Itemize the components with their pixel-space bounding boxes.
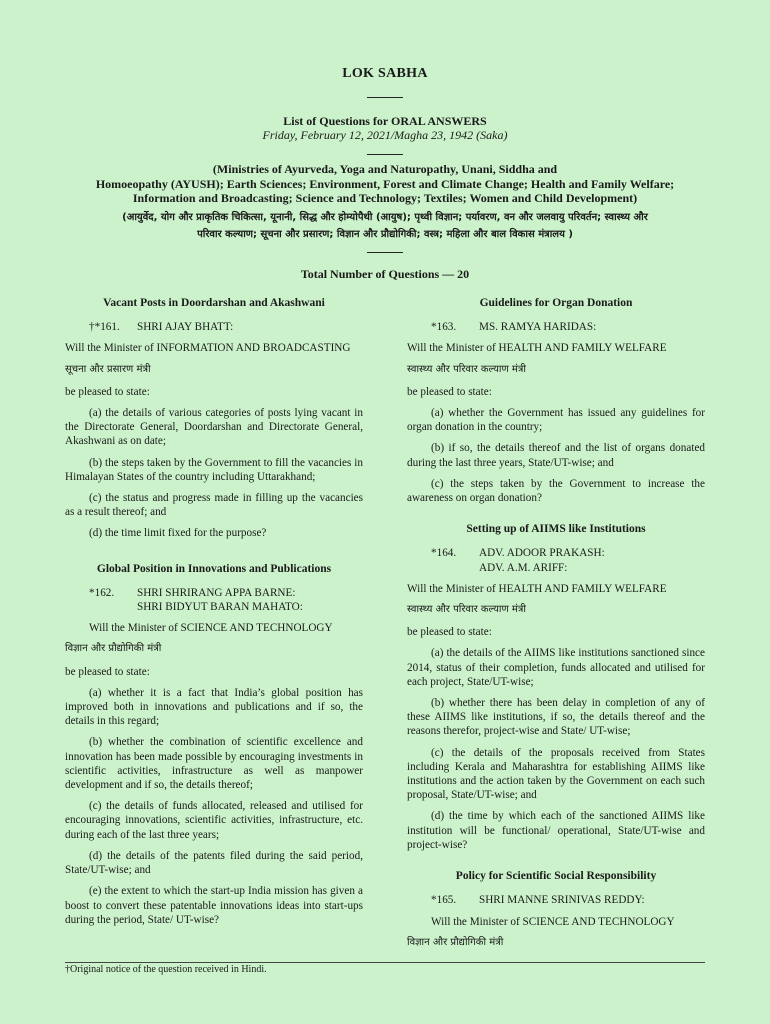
question-162 (65, 562, 363, 927)
question-heading: Policy for Scientific Social Responsibility (455, 870, 657, 883)
member-name: SHRI SHRIRANG APPA BARNE: (137, 586, 296, 599)
question-heading: Vacant Posts in Doordarshan and Akashwani (103, 297, 325, 309)
page-title: LOK SABHA (342, 66, 428, 81)
minister-hindi: स्वास्थ्य और परिवार कल्याण मंत्री (407, 363, 526, 375)
footnote-divider (65, 962, 705, 963)
minister-line: Will the Minister of SCIENCE AND TECHNOLOGY (431, 915, 675, 928)
minister-line: Will the Minister of SCIENCE AND TECHNOLOGY (89, 622, 333, 635)
member-name: SHRI BIDYUT BARAN MAHATO: (137, 601, 303, 614)
sitting-date: Friday, February 12, 2021/Magha 23, 1942 (Saka) (262, 128, 508, 142)
member-name: SHRI AJAY BHATT: (137, 321, 234, 334)
question-part-b: (b) whether there has been delay in completion of any of these AIIMS like institutions, if so, the details thereof and the reasons therefor, project-wise and State/ UT-wise; (407, 697, 705, 738)
pleased-line: be pleased to state: (407, 385, 492, 398)
ministries-line: (Ministries of Ayurveda, Yoga and Naturopathy, Unani, Siddha and (212, 162, 558, 176)
question-number-row (407, 893, 705, 907)
member-name: ADV. A.M. ARIFF: (479, 561, 568, 574)
right-column (407, 296, 705, 958)
document-page (65, 0, 705, 1024)
question-part-d: (d) the time limit fixed for the purpose? (89, 527, 267, 540)
question-part-a: (a) the details of various categories of posts lying vacant in the Directorate General, Doordarshan and Directorate General, Akashwani as on date; (65, 407, 363, 448)
question-heading: Guidelines for Organ Donation (479, 297, 633, 309)
question-number-row (65, 586, 363, 614)
question-part-b: (b) whether the combination of scientific excellence and innovation has been made possible by encouraging investments in scientific activities, infrastructure as well as manpower development and if so, the details thereof; (65, 736, 363, 792)
question-part-d: (d) the details of the patents filed during the said period, State/UT-wise; and (65, 849, 363, 877)
pleased-line: be pleased to state: (65, 385, 150, 398)
question-part-a: (a) whether the Government has issued any guidelines for organ donation in the country; (407, 407, 705, 434)
question-number-row (407, 320, 705, 334)
left-column (65, 296, 363, 934)
ministries-line: Information and Broadcasting; Science and Technology; Textiles; Women and Child Development) (132, 191, 638, 205)
pleased-line: be pleased to state: (407, 626, 492, 639)
question-number: *165. (431, 894, 457, 907)
question-part-e: (e) the extent to which the start-up India mission has given a boost to convert these patentable innovations ideas into start-ups during the period, State/ UT-wise? (65, 885, 363, 926)
question-164 (407, 522, 705, 852)
question-number: *162. (89, 586, 115, 599)
question-part-a: (a) whether it is a fact that India’s global position has improved both in innovations and publications and if so, the details in this regard; (65, 686, 363, 728)
minister-hindi: स्वास्थ्य और परिवार कल्याण मंत्री (407, 604, 526, 616)
minister-hindi: सूचना और प्रसारण मंत्री (65, 363, 151, 375)
ministries-list (65, 162, 705, 206)
member-name: ADV. ADOOR PRAKASH: (479, 547, 605, 560)
ministries-line: Homoeopathy (AYUSH); Earth Sciences; Environment, Forest and Climate Change; Health and Family Welfare; (95, 176, 675, 191)
pleased-line: be pleased to state: (65, 665, 150, 678)
question-163 (407, 296, 705, 505)
question-number: *163. (431, 321, 457, 334)
member-names (479, 546, 705, 574)
member-name: SHRI MANNE SRINIVAS REDDY: (479, 894, 645, 907)
question-part-c: (c) the details of the proposals received from States including Kerala and Maharashtra for establishing AIIMS like institutions and the action taken by the Government on each such proposal, State/UT-wise; and (407, 746, 705, 802)
question-161 (65, 296, 363, 541)
question-part-c: (c) the steps taken by the Government to increase the awareness on organ donation? (407, 477, 705, 505)
question-part-c: (c) the status and progress made in filling up the vacancies as a result thereof; and (65, 492, 363, 519)
minister-line: Will the Minister of INFORMATION AND BROADCASTING (65, 342, 351, 355)
question-part-d: (d) the time by which each of the sanctioned AIIMS like institution will be functional/ operational, State/UT-wise and project-wise? (407, 810, 705, 851)
question-heading: Global Position in Innovations and Publications (96, 562, 332, 575)
question-part-b: (b) the steps taken by the Government to fill the vacancies in Himalayan States of the country including Uttarakhand; (65, 456, 363, 483)
title-divider (367, 97, 403, 98)
ministries-list-hindi (65, 209, 705, 243)
member-name: MS. RAMYA HARIDAS: (479, 321, 597, 334)
member-names (137, 586, 363, 614)
question-heading: Setting up of AIIMS like Institutions (466, 523, 646, 536)
question-part-a: (a) the details of the AIIMS like institutions sanctioned since 2014, status of their completion, funds allocated and utilised for each project, State/UT-wise; (407, 647, 705, 688)
minister-line: Will the Minister of HEALTH AND FAMILY WELFARE (407, 582, 667, 595)
question-number: *164. (431, 547, 457, 560)
question-165 (407, 869, 705, 950)
question-part-b: (b) if so, the details thereof and the list of organs donated during the last three years, State/UT-wise; and (407, 442, 705, 469)
question-number-row (407, 546, 705, 574)
ministries-hindi-line: परिवार कल्याण; सूचना और प्रसारण; विज्ञान और प्रौद्योगिकी; वस्त्र; महिला और बाल विकास मंत्रालय ) (197, 229, 573, 240)
ministries-hindi-line: (आयुर्वेद, योग और प्राकृतिक चिकित्सा, यूनानी, सिद्ध और होम्योपैथी (आयुष); पृथ्वी विज्ञान; पर्यावरण, वन और जलवायु परिवर्तन; स्वास्थ्य और (122, 212, 648, 223)
total-questions: Total Number of Questions — 20 (300, 267, 470, 281)
ministries-divider (367, 252, 403, 253)
list-subtitle: List of Questions for ORAL ANSWERS (283, 114, 487, 128)
question-part-c: (c) the details of funds allocated, released and utilised for encouraging innovations, scientific activities, infrastructure, etc. during each of the last three years; (65, 800, 363, 841)
minister-hindi: विज्ञान और प्रौद्योगिकी मंत्री (65, 643, 162, 655)
date-divider (367, 154, 403, 155)
minister-hindi: विज्ञान और प्रौद्योगिकी मंत्री (407, 936, 504, 948)
footnote: †Original notice of the question received in Hindi. (65, 964, 267, 975)
question-number: †*161. (89, 321, 120, 334)
question-number-row (65, 320, 363, 334)
minister-line: Will the Minister of HEALTH AND FAMILY WELFARE (407, 342, 667, 355)
